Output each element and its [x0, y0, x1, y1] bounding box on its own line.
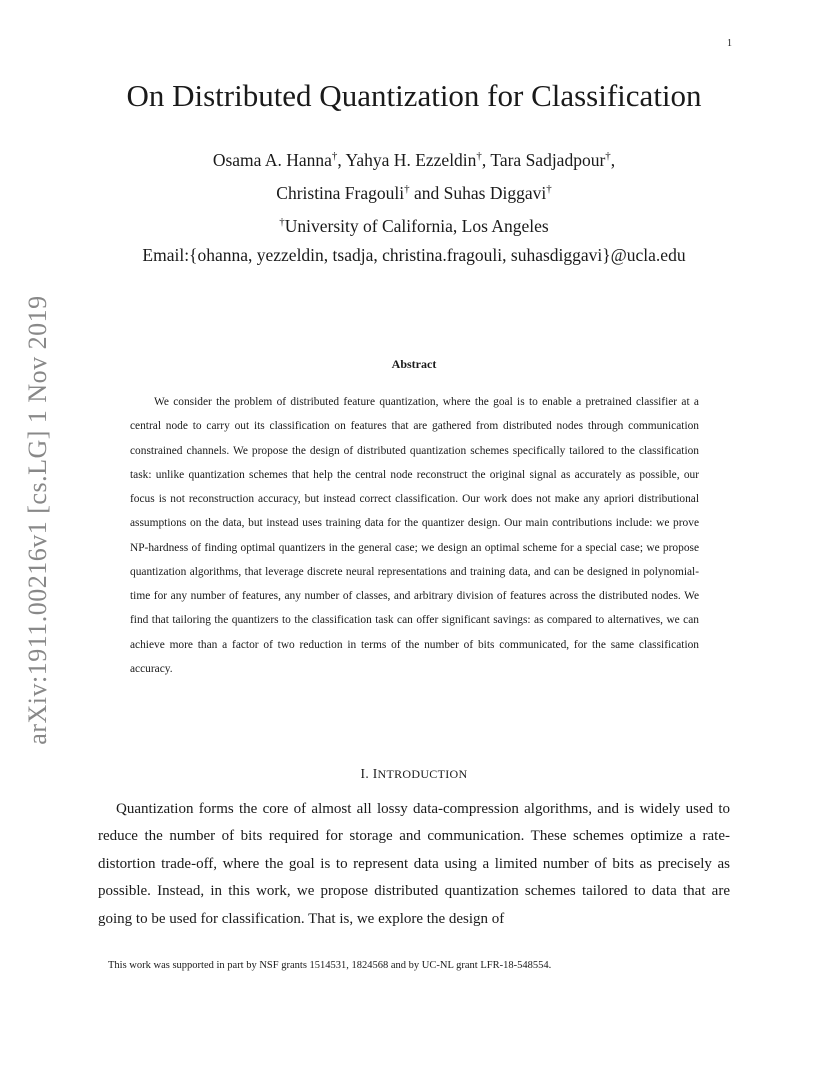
section-title-rest: NTRODUCTION: [377, 767, 468, 781]
abstract-text: We consider the problem of distributed feature quantization, where the goal is to enable a pretrained classifier at a central node to carry out its classification on features that are gathered from distributed nodes through communication constrained channels. We propose the design of distributed quantization schemes specifically tailored to the classification task: unlike quantization schemes that help the central node reconstruct the original signal as accurately as possible, our focus is not reconstruction accuracy, but instead correct classification. Our work does not make any apriori distributional assumptions on the data, but instead uses training data for the quantizer design. Our main contributions include: we prove NP-hardness of finding optimal quantizers in the general case; we design an optimal scheme for a special case; we propose quantization algorithms, that leverage discrete neural representations and training data, and can be designed in polynomial-time for any number of features, any number of classes, and arbitrary division of features across the distributed nodes. We find that tailoring the quantizers to the classification task can offer significant savings: as compared to alternatives, we can achieve more than a factor of two reduction in terms of the number of bits communicated, for the same classification accuracy.: [130, 396, 699, 675]
dagger-mark: †: [476, 150, 482, 162]
dagger-mark: †: [279, 216, 285, 228]
author-block: [0, 140, 828, 272]
dagger-mark: †: [331, 150, 338, 162]
author-separator: ,: [337, 150, 346, 170]
author-line-1: [0, 140, 828, 173]
email-line: Email:{ohanna, yezzeldin, tsadja, christina.fragouli, suhasdiggavi}@ucla.edu: [142, 245, 686, 265]
funding-footnote: This work was supported in part by NSF grants 1514531, 1824568 and by UC-NL grant LFR-18-548554.: [108, 960, 552, 971]
author-separator: ,: [610, 150, 616, 170]
dagger-mark: †: [404, 183, 410, 195]
affiliation-line: [0, 206, 828, 239]
section-title: [373, 766, 468, 781]
author-name: Tara Sadjadpour: [490, 150, 606, 170]
section-title-initial: I: [372, 766, 378, 781]
author-name: Yahya H. Ezzeldin: [345, 150, 477, 170]
dagger-mark: †: [605, 150, 611, 162]
affiliation: University of California, Los Angeles: [284, 216, 549, 236]
author-name: Suhas Diggavi: [443, 183, 547, 203]
author-separator: ,: [481, 150, 491, 170]
author-conjunction: and: [409, 183, 444, 203]
paper-title: On Distributed Quantization for Classification: [126, 78, 702, 113]
author-line-2: [0, 173, 828, 206]
introduction-paragraph: Quantization forms the core of almost all lossy data-compression algorithms, and is widely used to reduce the number of bits required for storage and communication. These schemes optimize a rate-distortion trade-off, where the goal is to represent data using a limited number of bits as precisely as possible. Instead, in this work, we propose distributed quantization schemes tailored to data that are going to be used for classification. That is, we explore the design of: [98, 801, 730, 927]
page-number: 1: [727, 38, 732, 49]
arxiv-identifier-stamp: arXiv:1911.00216v1 [cs.LG] 1 Nov 2019: [23, 295, 52, 745]
section-heading-introduction: [0, 766, 828, 782]
abstract-heading: Abstract: [391, 357, 437, 371]
section-number: I.: [360, 766, 370, 781]
author-name: Christina Fragouli: [276, 183, 405, 203]
author-name: Osama A. Hanna: [212, 150, 332, 170]
dagger-mark: †: [546, 183, 552, 195]
